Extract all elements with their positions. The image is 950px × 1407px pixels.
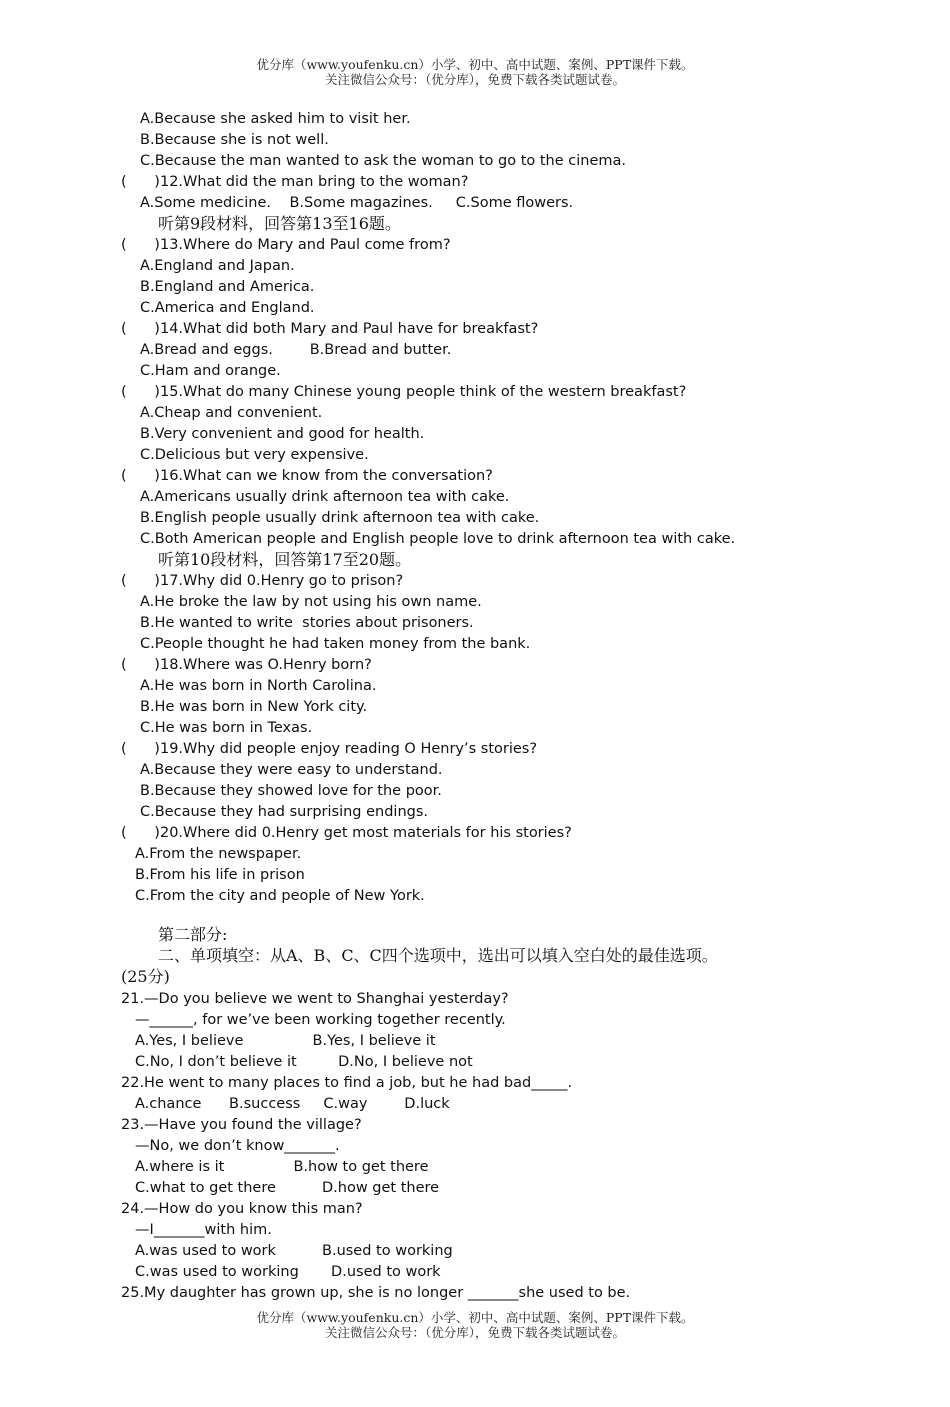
- text-line: A.Because they were easy to understand.: [140, 762, 443, 778]
- header-line-2: 关注微信公众号：（优分库），免费下载各类试题试卷。: [324, 72, 625, 87]
- text-line: C.Because the man wanted to ask the woman to go to the cinema.: [140, 153, 627, 169]
- text-line: 25.My daughter has grown up, she is no longer _______she used to be.: [121, 1285, 631, 1301]
- text-line: ( )20.Where did 0.Henry get most materials for his stories?: [121, 825, 572, 841]
- text-line: C.Ham and orange.: [140, 363, 281, 379]
- text-line: ( )16.What can we know from the conversation?: [121, 468, 493, 484]
- text-line: A.England and Japan.: [140, 258, 295, 274]
- text-line: C.Delicious but very expensive.: [140, 447, 369, 463]
- text-line: ( )17.Why did 0.Henry go to prison?: [121, 573, 404, 589]
- text-line: A.Some medicine. B.Some magazines. C.Some flowers.: [140, 195, 574, 211]
- page-header: [0, 57, 950, 87]
- text-line: B.He was born in New York city.: [140, 699, 368, 715]
- text-line: C.He was born in Texas.: [140, 720, 313, 736]
- text-line: B.English people usually drink afternoon tea with cake.: [140, 510, 540, 526]
- text-line: C.No, I don’t believe it D.No, I believe not: [135, 1054, 473, 1070]
- section-heading: (25分): [121, 967, 170, 986]
- text-line: C.Because they had surprising endings.: [140, 804, 428, 820]
- text-line: C.From the city and people of New York.: [135, 888, 425, 904]
- section-heading: 听第10段材料，回答第17至20题。: [158, 550, 412, 569]
- text-line: ( )19.Why did people enjoy reading O Henry’s stories?: [121, 741, 538, 757]
- text-line: B.Very convenient and good for health.: [140, 426, 425, 442]
- text-line: A.Cheap and convenient.: [140, 405, 323, 421]
- text-line: 21.—Do you believe we went to Shanghai yesterday?: [121, 991, 509, 1007]
- text-line: A.was used to work B.used to working: [135, 1243, 453, 1259]
- text-line: —I_______with him.: [135, 1222, 272, 1238]
- page-footer: [0, 1310, 950, 1340]
- text-line: A.Bread and eggs. B.Bread and butter.: [140, 342, 452, 358]
- section-heading: 第二部分:: [158, 925, 228, 944]
- text-line: C.what to get there D.how get there: [135, 1180, 440, 1196]
- text-line: B.He wanted to write stories about prisoners.: [140, 615, 474, 631]
- footer-line-1: 优分库（www.youfenku.cn）小学、初中、高中试题、案例、PPT课件下载。: [256, 1310, 694, 1325]
- text-line: A.where is it B.how to get there: [135, 1159, 429, 1175]
- section-heading: 听第9段材料，回答第13至16题。: [158, 214, 401, 233]
- text-line: B.Because they showed love for the poor.: [140, 783, 442, 799]
- text-line: 22.He went to many places to find a job, but he had bad_____.: [121, 1075, 573, 1091]
- text-line: C.America and England.: [140, 300, 315, 316]
- text-line: ( )15.What do many Chinese young people think of the western breakfast?: [121, 384, 687, 400]
- header-line-1: 优分库（www.youfenku.cn）小学、初中、高中试题、案例、PPT课件下载。: [256, 57, 694, 72]
- text-line: ( )12.What did the man bring to the woman?: [121, 174, 469, 190]
- text-line: A.Americans usually drink afternoon tea with cake.: [140, 489, 510, 505]
- text-line: —No, we don’t know_______.: [135, 1138, 340, 1154]
- text-line: A.From the newspaper.: [135, 846, 302, 862]
- footer-line-2: 关注微信公众号：（优分库），免费下载各类试题试卷。: [324, 1325, 625, 1340]
- text-line: 23.—Have you found the village?: [121, 1117, 362, 1133]
- text-line: A.Because she asked him to visit her.: [140, 111, 411, 127]
- text-line: A.chance B.success C.way D.luck: [135, 1096, 450, 1112]
- text-line: C.People thought he had taken money from the bank.: [140, 636, 531, 652]
- text-line: ( )14.What did both Mary and Paul have for breakfast?: [121, 321, 539, 337]
- text-line: C.was used to working D.used to work: [135, 1264, 441, 1280]
- text-line: A.He was born in North Carolina.: [140, 678, 377, 694]
- text-line: B.From his life in prison: [135, 867, 305, 883]
- text-line: B.England and America.: [140, 279, 315, 295]
- text-line: —______, for we’ve been working together recently.: [135, 1012, 506, 1028]
- section-heading: 二、单项填空：从A、B、C、C四个选项中，选出可以填入空白处的最佳选项。: [158, 946, 718, 965]
- text-line: ( )13.Where do Mary and Paul come from?: [121, 237, 451, 253]
- text-line: 24.—How do you know this man?: [121, 1201, 363, 1217]
- text-line: A.Yes, I believe B.Yes, I believe it: [135, 1033, 436, 1049]
- text-line: C.Both American people and English people love to drink afternoon tea with cake.: [140, 531, 736, 547]
- text-line: ( )18.Where was O.Henry born?: [121, 657, 372, 673]
- text-line: A.He broke the law by not using his own name.: [140, 594, 482, 610]
- text-line: B.Because she is not well.: [140, 132, 329, 148]
